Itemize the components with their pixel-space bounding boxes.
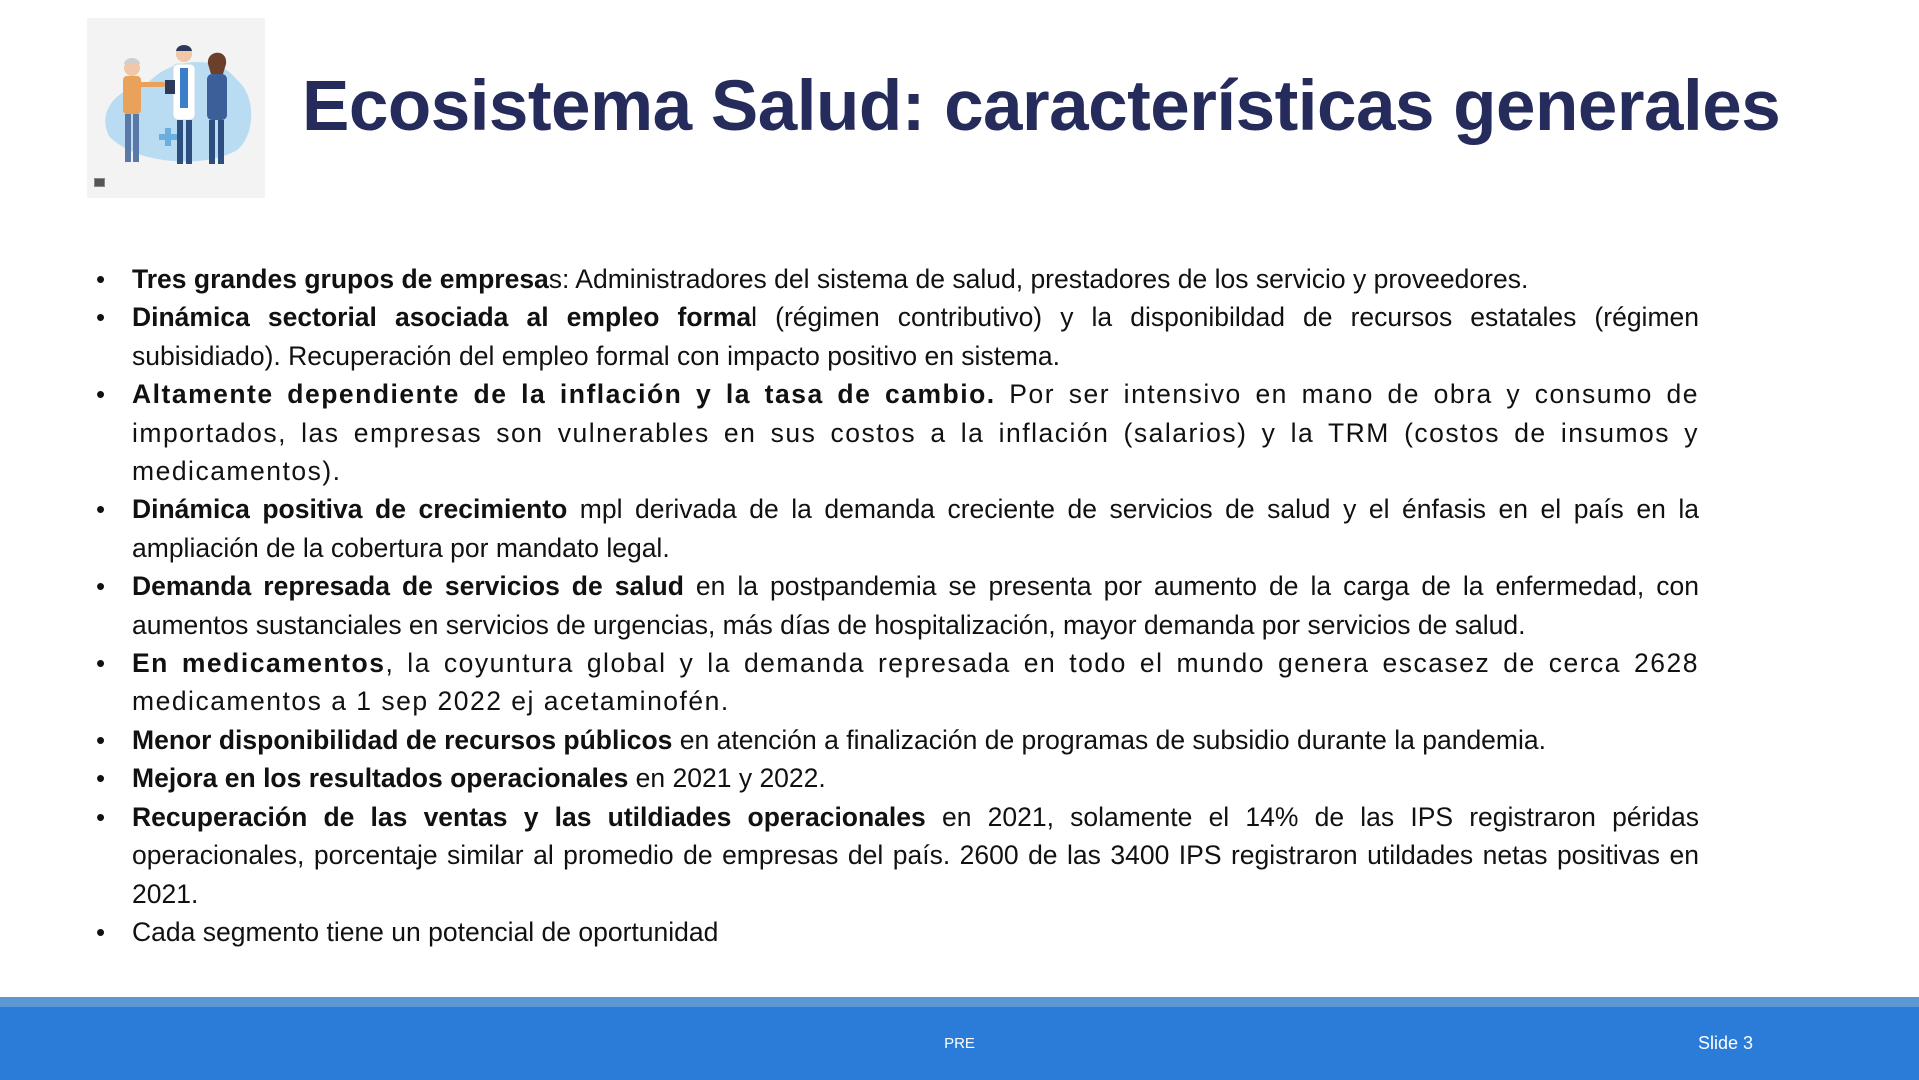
footer-text: PRE: [944, 1035, 975, 1052]
bullet-bold-text: Altamente dependiente de la inflación y la tasa de cambio.: [132, 379, 996, 410]
footer-accent-strip: [0, 997, 1919, 1007]
bullet-item: [94, 567, 1699, 644]
bullet-marker: •: [96, 648, 107, 679]
bullet-item: [94, 260, 1699, 298]
page-title: Ecosistema Salud: características generales: [302, 67, 1781, 146]
bullet-item: [94, 375, 1699, 490]
bullet-item: [94, 721, 1699, 759]
bullet-bold-text: En medicamentos: [132, 648, 386, 679]
bullet-marker: •: [96, 302, 106, 333]
bullet-list: [94, 260, 1699, 951]
bullet-marker: •: [96, 571, 106, 602]
bullet-bold-text: Recuperación de las ventas y las utildiades operacionales: [132, 801, 926, 832]
bullet-text: en 2021, solamente el 14% de las IPS registraron péridas operacionales, porcentaje similar al promedio de empresas del país. 2600 de las 3400 IPS registraron utildades netas positivas en 2021.: [132, 801, 1699, 909]
bullet-marker: •: [96, 916, 106, 947]
bullet-item: [94, 298, 1699, 375]
bullet-item: [94, 798, 1699, 913]
bullet-item: [94, 644, 1699, 721]
bullet-text: Por ser intensivo en mano de obra y consumo de importados, las empresas son vulnerables en sus costos a la inflación (salarios) y la TRM (costos de insumos y medicamentos).: [132, 379, 1699, 487]
bullet-text: l (régimen contributivo) y la disponibildad de recursos estatales (régimen subisidiado). Recuperación del empleo formal con impacto positivo en sistema.: [132, 302, 1699, 371]
bullet-item: [94, 759, 1699, 797]
bullet-bold-text: Dinámica sectorial asociada al empleo forma: [132, 302, 752, 333]
footer-bar: [0, 1007, 1919, 1080]
bullet-text: en la postpandemia se presenta por aumento de la carga de la enfermedad, con aumentos sustanciales en servicios de urgencias, más días de hospitalización, mayor demanda por servicios de salud.: [132, 571, 1699, 640]
bullet-bold-text: Menor disponibilidad de recursos públicos: [132, 724, 673, 755]
bullet-marker: •: [96, 379, 107, 410]
image-placeholder-icon: [94, 178, 105, 187]
bullet-bold-text: Dinámica positiva de crecimiento: [132, 494, 568, 525]
bullet-text: en 2021 y 2022.: [628, 763, 826, 794]
bullet-bold-text: Demanda represada de servicios de salud: [132, 571, 684, 602]
bullet-marker: •: [96, 264, 106, 294]
bullet-item: [94, 913, 1699, 951]
bullet-bold-text: Mejora en los resultados operacionales: [132, 763, 629, 794]
bullet-marker: •: [96, 801, 106, 832]
healthcare-team-illustration-icon: [87, 18, 265, 198]
bullet-text: s: Administradores del sistema de salud, prestadores de los servicio y proveedores.: [548, 264, 1529, 294]
bullet-marker: •: [96, 724, 106, 755]
bullet-marker: •: [96, 494, 106, 525]
bullet-text: mpl derivada de la demanda creciente de servicios de salud y el énfasis en el país en la ampliación de la cobertura por mandato legal.: [132, 494, 1699, 563]
bullet-marker: •: [96, 763, 106, 794]
slide-number: Slide 3: [1698, 1033, 1754, 1053]
bullet-text: Cada segmento tiene un potencial de oportunidad: [132, 916, 719, 947]
bullet-text: , la coyuntura global y la demanda represada en todo el mundo genera escasez de cerca 2628 medicamentos a 1 sep 2022 ej acetaminofén.: [132, 648, 1699, 717]
bullet-bold-text: Tres grandes grupos de empresa: [132, 264, 549, 294]
bullet-text: en atención a finalización de programas de subsidio durante la pandemia.: [672, 724, 1546, 755]
bullet-item: [94, 490, 1699, 567]
